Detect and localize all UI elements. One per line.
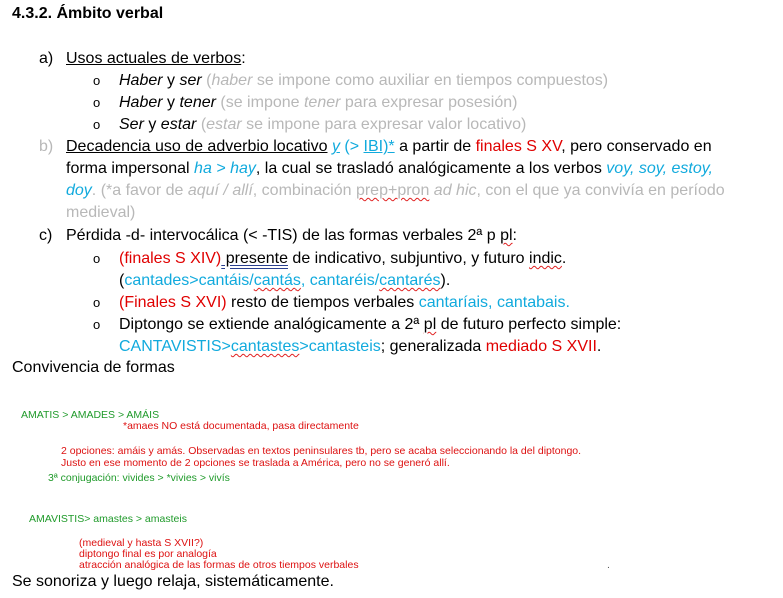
stray-dot: . xyxy=(607,559,610,571)
footer-line: Se sonoriza y luego relaja, sistemáticamente. xyxy=(12,573,334,590)
note-amaes: *amaes NO está documentada, pasa directamente xyxy=(123,420,359,432)
list-marker-c: c) xyxy=(39,227,53,244)
section-b-line-3: doy. (*a favor de aquí / allí, combinación prep+pron ad hic, con el que ya convivía en período xyxy=(66,182,725,199)
note-atraccion: atracción analógica de las formas de otros tiempos verbales xyxy=(79,559,359,571)
bullet-icon: o xyxy=(93,251,101,266)
list-item: Haber y ser (haber se impone como auxiliar en tiempos compuestos) xyxy=(119,72,609,89)
list-item: Haber y tener (se impone tener para expresar posesión) xyxy=(119,94,518,111)
list-item-continuation: CANTAVISTIS>cantastes>cantasteis; generalizada mediado S XVII. xyxy=(119,338,602,355)
section-heading: 4.3.2. Ámbito verbal xyxy=(12,5,164,22)
list-item: Ser y estar (estar se impone para expresar valor locativo) xyxy=(119,116,527,133)
bullet-icon: o xyxy=(93,73,101,88)
note-amatis: AMATIS > AMADES > AMÁIS xyxy=(21,409,160,421)
bullet-icon: o xyxy=(93,317,101,332)
list-item: (finales S XIV) presente de indicativo, subjuntivo, y futuro indic. xyxy=(119,250,567,267)
section-b-line-2: forma impersonal ha > hay, la cual se trasladó analógicamente a los verbos voy, soy, estoy, xyxy=(66,160,713,177)
list-item: Diptongo se extiende analógicamente a 2ª pl de futuro perfecto simple: xyxy=(119,316,622,333)
section-b-line-1: Decadencia uso de adverbio locativo y (> IBI)* a partir de finales S XV, pero conservado en xyxy=(66,138,712,155)
bullet-icon: o xyxy=(93,117,101,132)
bullet-icon: o xyxy=(93,295,101,310)
note-2-opciones: 2 opciones: amáis y amás. Observadas en textos peninsulares tb, pero se acaba seleccionando la del diptongo. xyxy=(61,445,582,457)
note-diptongo: diptongo final es por analogía xyxy=(79,548,217,560)
list-marker-b: b) xyxy=(39,138,54,155)
note-amavistis: AMAVISTIS> amastes > amasteis xyxy=(29,513,187,525)
list-marker-a: a) xyxy=(39,50,54,67)
note-medieval: (medieval y hasta S XVII?) xyxy=(79,537,204,549)
section-b-line-4: medieval) xyxy=(66,204,136,221)
list-item-continuation: (cantades>cantáis/cantás, cantaréis/cantarés). xyxy=(119,272,451,289)
section-c-title: Pérdida -d- intervocálica (< -TIS) de las formas verbales 2ª p pl: xyxy=(66,227,517,244)
section-a-title: Usos actuales de verbos: xyxy=(66,50,246,67)
bullet-icon: o xyxy=(93,95,101,110)
note-3a-conjugacion: 3ª conjugación: vivides > *vivies > vivís xyxy=(48,472,230,484)
list-item: (Finales S XVI) resto de tiempos verbales cantaríais, cantabais. xyxy=(119,294,570,311)
note-america: Justo en ese momento de 2 opciones se traslada a América, pero no se generó allí. xyxy=(61,457,450,469)
convivencia-heading: Convivencia de formas xyxy=(12,359,175,376)
